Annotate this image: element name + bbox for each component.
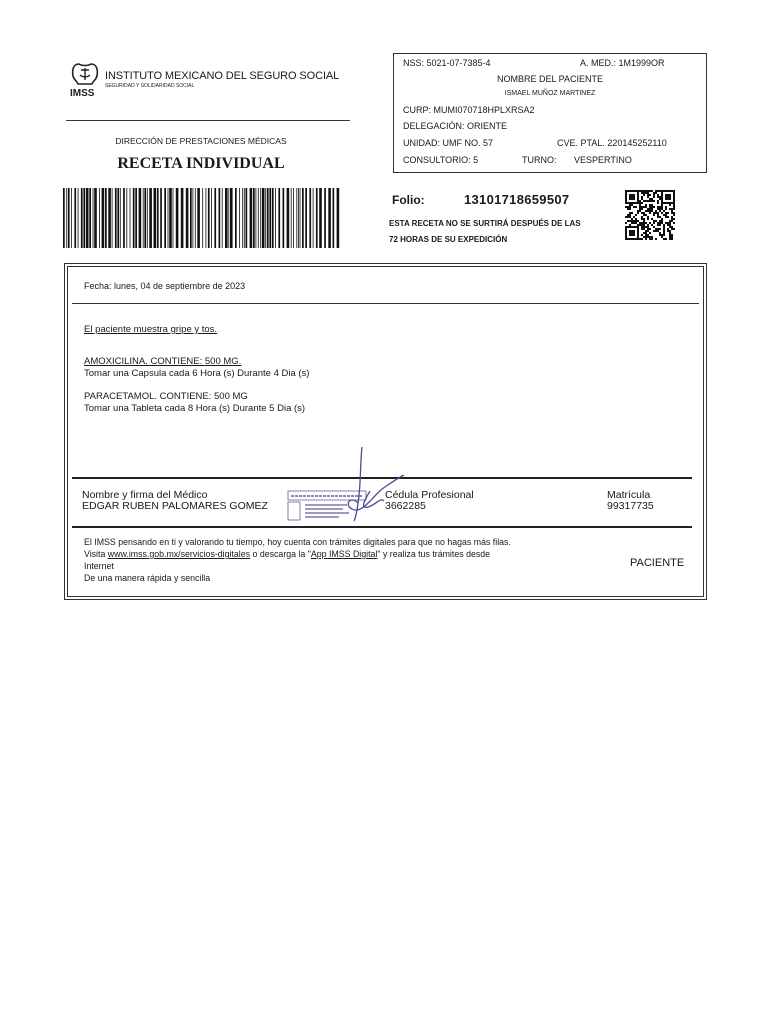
cve-ptal: CVE. PTAL. 220145252110 xyxy=(557,138,667,148)
patient-name: ISMAEL MUÑOZ MARTINEZ xyxy=(504,90,596,97)
medication-name: AMOXICILINA. CONTIENE: 500 MG. xyxy=(84,356,242,367)
folio-number: 13101718659507 xyxy=(464,192,570,207)
prescription-box xyxy=(64,263,707,600)
cedula-value: 3662285 xyxy=(385,500,426,512)
date-divider xyxy=(72,303,699,304)
folio-note xyxy=(389,216,609,248)
diagnosis: El paciente muestra gripe y tos. xyxy=(84,324,218,335)
footer-line2-b: o descarga la " xyxy=(250,549,311,559)
medication-name: PARACETAMOL. CONTIENE: 500 MG xyxy=(84,391,248,402)
footer-line2-a: Visita xyxy=(84,549,108,559)
delegacion: DELEGACIÓN: ORIENTE xyxy=(403,121,508,131)
document-title: RECETA INDIVIDUAL xyxy=(117,155,285,172)
folio-label: Folio: xyxy=(392,193,425,207)
qr-code xyxy=(625,190,675,240)
nss: NSS: 5021-07-7385-4 xyxy=(403,58,491,68)
direction-label: DIRECCIÓN DE PRESTACIONES MÉDICAS xyxy=(115,136,287,146)
barcode xyxy=(63,188,341,248)
institution-name: INSTITUTO MEXICANO DEL SEGURO SOCIAL xyxy=(105,70,340,82)
prescription-date: Fecha: lunes, 04 de septiembre de 2023 xyxy=(84,281,246,291)
footer-line3: Internet xyxy=(84,561,114,571)
unidad: UNIDAD: UMF NO. 57 xyxy=(403,138,494,148)
folio-note-line2: 72 HORAS DE SU EXPEDICIÓN xyxy=(389,235,508,244)
matricula-label: Matrícula xyxy=(607,489,651,501)
patient-name-label: NOMBRE DEL PACIENTE xyxy=(496,74,604,84)
patient-info-box xyxy=(393,53,707,173)
footer-line1: El IMSS pensando en ti y valorando tu tiempo, hoy cuenta con trámites digitales para que no hagas más filas. xyxy=(84,537,511,547)
medication-instructions: Tomar una Capsula cada 6 Hora (s) Durante 4 Dia (s) xyxy=(84,368,310,379)
turno-label: TURNO: xyxy=(522,155,557,165)
consultorio: CONSULTORIO: 5 xyxy=(403,155,479,165)
institution-tagline: SEGURIDAD Y SOLIDARIDAD SOCIAL xyxy=(105,83,195,89)
matricula-value: 99317735 xyxy=(607,500,654,512)
signature-bottom-divider xyxy=(72,526,692,528)
doctor-label: Nombre y firma del Médico xyxy=(82,489,208,501)
footer-line4: De una manera rápida y sencilla xyxy=(84,573,211,583)
doctor-name: EDGAR RUBEN PALOMARES GOMEZ xyxy=(82,500,268,512)
doctor-signature xyxy=(330,445,410,525)
folio-note-line1: ESTA RECETA NO SE SURTIRÁ DESPUÉS DE LAS xyxy=(389,219,581,228)
prescription-inner xyxy=(67,266,704,597)
app-link[interactable]: App IMSS Digital xyxy=(310,549,378,559)
imss-logo xyxy=(70,62,100,98)
header-divider xyxy=(66,120,350,121)
services-link[interactable]: www.imss.gob.mx/servicios-digitales xyxy=(107,549,251,559)
copy-label: PACIENTE xyxy=(630,557,685,569)
curp: CURP: MUMI070718HPLXRSA2 xyxy=(403,105,535,115)
cedula-label: Cédula Profesional xyxy=(385,489,474,501)
a-med: A. MED.: 1M1999OR xyxy=(580,58,665,68)
footer-line2 xyxy=(84,549,490,559)
turno: VESPERTINO xyxy=(574,155,632,165)
logo-text: IMSS xyxy=(70,88,95,98)
footer-line2-c: " y realiza tus trámites desde xyxy=(377,549,491,559)
medication-instructions: Tomar una Tableta cada 8 Hora (s) Durante 5 Dia (s) xyxy=(84,403,306,414)
